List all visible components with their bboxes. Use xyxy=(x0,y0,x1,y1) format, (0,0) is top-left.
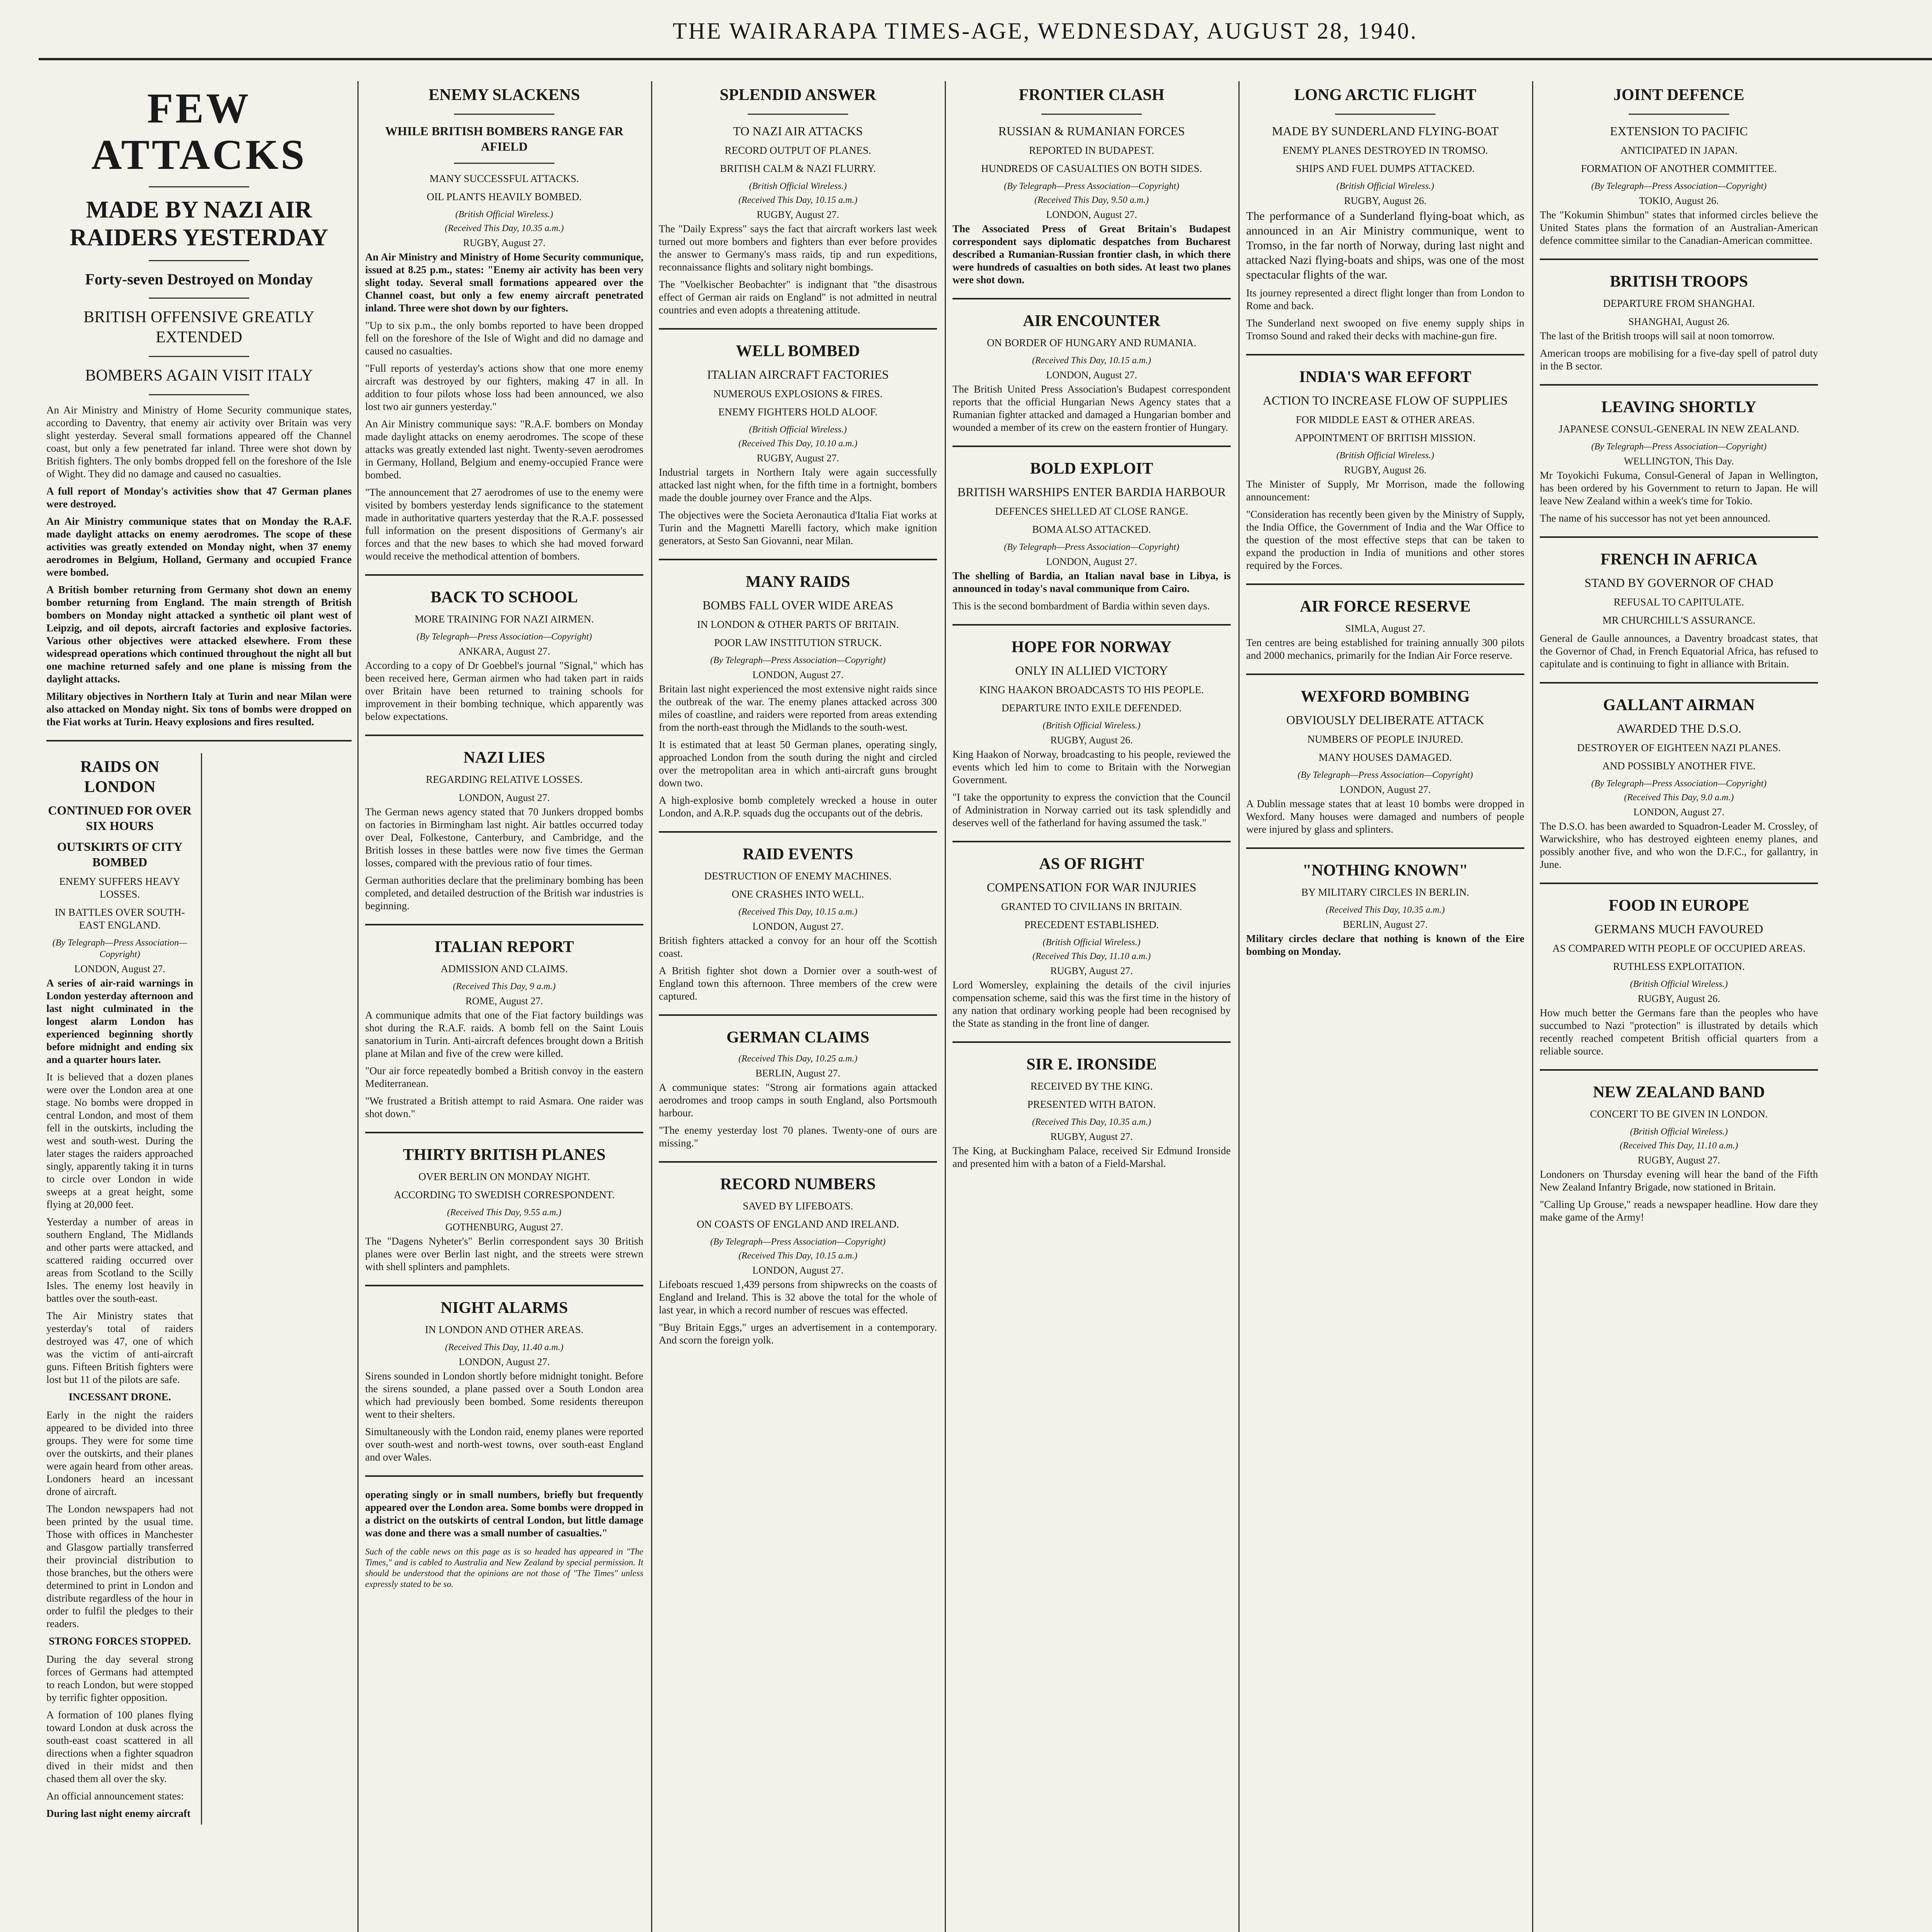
subheadline: GERMANS MUCH FAVOURED xyxy=(1594,922,1764,936)
subheadline: OVER BERLIN ON MONDAY NIGHT. xyxy=(418,1171,590,1182)
column-5 xyxy=(1246,81,1524,1932)
subheadline: RUSSIAN & RUMANIAN FORCES xyxy=(998,124,1185,138)
paragraph: Lord Womersley, explaining the details of the civil injuries compensation scheme, said this was the first time in the history of any nation that ordinary working people had been recognised by the State as standing in the front line of danger. xyxy=(952,979,1231,1029)
subheadline: WHILE BRITISH BOMBERS RANGE FAR AFIELD xyxy=(385,124,624,153)
received-line: (Received This Day, 11.40 a.m.) xyxy=(445,1342,564,1352)
paragraph: An Air Ministry communique says: "R.A.F. bombers on Monday made daylight attacks on enemy aerodromes. The scope of these attacks was greatly extended last night. Twenty-seven aerodromes in Germany, Holland, Belgium and enemy-occupied France were bombed. xyxy=(365,418,643,481)
subheadline: DEPARTURE INTO EXILE DEFENDED. xyxy=(1001,702,1182,714)
masthead-title: THE WAIRARAPA TIMES-AGE, WEDNESDAY, AUGUST 28, 1940. xyxy=(672,18,1418,44)
headline: RAIDS ON LONDON xyxy=(80,758,160,796)
paragraph: The performance of a Sunderland flying-boat which, as announced in an Air Ministry communique, went to Tromso, in the far north of Norway, during last night and attacked Nazi flying-boats and ships, was one of the most spectacular flights of the war. xyxy=(1246,209,1524,281)
received-line: (Received This Day, 10.35 a.m.) xyxy=(1032,1117,1151,1127)
subheadline: MANY SUCCESSFUL ATTACKS. xyxy=(429,173,579,184)
paragraph: German authorities declare that the preliminary bombing has been completed, and detailed destruction of the British war industries is beginning. xyxy=(365,874,643,912)
paragraph: Industrial targets in Northern Italy were again successfully attacked last night when, for the fifth time in a fortnight, bombers made the double journey over France and the Alps. xyxy=(659,466,937,503)
subheadline: MORE TRAINING FOR NAZI AIRMEN. xyxy=(415,613,594,625)
credit-line: (By Telegraph—Press Association—Copyright) xyxy=(710,655,886,665)
subheadline: SAVED BY LIFEBOATS. xyxy=(743,1200,853,1212)
credit-line: (By Telegraph—Press Association—Copyright) xyxy=(1591,779,1767,789)
received-line: (Received This Day, 10.15 a.m.) xyxy=(738,1251,857,1261)
subheadline: JAPANESE CONSUL-GENERAL IN NEW ZEALAND. xyxy=(1558,423,1799,435)
headline: NEW ZEALAND BAND xyxy=(1593,1083,1765,1101)
paragraph: "The enemy yesterday lost 70 planes. Twenty-one of ours are missing." xyxy=(659,1124,937,1149)
paragraph: "Our air force repeatedly bombed a British convoy in the eastern Mediterranean. xyxy=(365,1065,643,1089)
paragraph: "We frustrated a British attempt to raid Asmara. One raider was shot down." xyxy=(365,1095,643,1119)
subheadline: ANTICIPATED IN JAPAN. xyxy=(1620,145,1738,156)
column-divider xyxy=(945,81,946,1932)
paragraph: Military objectives in Northern Italy at Turin and near Milan were also attacked on Monday night. Six tons of bombs were dropped on the Fiat works at Turin. Heavy explosions and fires resulted. xyxy=(46,690,352,728)
paragraph: The objectives were the Societa Aeronautica d'Italia Fiat works at Turin and the Magnetti Marelli factory, which make ignition generators, at Sesto San Giovanni, near Milan. xyxy=(659,509,937,546)
headline: MANY RAIDS xyxy=(745,573,850,591)
dateline: RUGBY, August 26. xyxy=(1638,993,1720,1004)
subheadline: ON COASTS OF ENGLAND AND IRELAND. xyxy=(697,1218,899,1230)
subheadline: DESTROYER OF EIGHTEEN NAZI PLANES. xyxy=(1577,742,1781,753)
paragraph: A high-explosive bomb completely wrecked a house in outer London, and A.R.P. squads dug the occupants out of the debris. xyxy=(659,794,937,819)
subheadline: RECORD OUTPUT OF PLANES. xyxy=(724,145,871,156)
paragraph: A full report of Monday's activities show that 47 German planes were destroyed. xyxy=(46,485,352,510)
credit-line: (By Telegraph—Press Association—Copyright) xyxy=(417,632,592,642)
section-heading: INCESSANT DRONE. xyxy=(68,1391,171,1403)
dateline: RUGBY, August 27. xyxy=(757,209,839,220)
received-line: (Received This Day, 9.0 a.m.) xyxy=(1624,793,1734,803)
headline: AS OF RIGHT xyxy=(1039,855,1144,873)
headline: JOINT DEFENCE xyxy=(1613,86,1745,104)
paragraph: Lifeboats rescued 1,439 persons from shipwrecks on the coasts of England and Ireland. This is 32 above the total for the whole of last year, in which a record number of rescues was effected. xyxy=(659,1279,937,1316)
dateline: SHANGHAI, August 26. xyxy=(1628,316,1730,327)
subheadline: BRITISH WARSHIPS ENTER BARDIA HARBOUR xyxy=(957,485,1226,499)
subheadline: BRITISH CALM & NAZI FLURRY. xyxy=(720,163,876,174)
paragraph: During last night enemy aircraft xyxy=(46,1808,190,1819)
headline: NAZI LIES xyxy=(463,749,545,767)
paragraph: Ten centres are being established for training annually 300 pilots and 2000 mechanics, primarily for the Indian Air Force reserve. xyxy=(1246,637,1524,661)
subheadline: PRECEDENT ESTABLISHED. xyxy=(1024,919,1159,930)
subheadline: REPORTED IN BUDAPEST. xyxy=(1029,145,1155,156)
subheadline: REFUSAL TO CAPITULATE. xyxy=(1614,596,1744,608)
credit-line: (By Telegraph—Press Association—Copyright) xyxy=(1591,442,1767,452)
subheadline: NUMEROUS EXPLOSIONS & FIRES. xyxy=(713,388,883,400)
dateline: RUGBY, August 27. xyxy=(1050,1131,1133,1142)
dateline: LONDON, August 27. xyxy=(752,1265,844,1276)
subheadline: REGARDING RELATIVE LOSSES. xyxy=(426,774,583,785)
credit-line: (By Telegraph—Press Association—Copyright) xyxy=(710,1237,886,1247)
dateline: RUGBY, August 26. xyxy=(1344,464,1427,476)
paragraph: "I take the opportunity to express the conviction that the Council of Administration in Norway carried out its task splendidly and deserves well of the fatherland for having assumed the task." xyxy=(952,791,1231,828)
headline: MADE BY NAZI AIR RAIDERS YESTERDAY xyxy=(70,197,328,251)
paragraph: It is estimated that at least 50 German planes, operating singly, approached London from the south during the night and circled over the metropolitan area in which anti-aircraft guns brought down two. xyxy=(659,739,937,789)
column-divider xyxy=(357,81,359,1932)
received-line: (Received This Day, 10.15 a.m.) xyxy=(738,195,857,205)
dateline: LONDON, August 27. xyxy=(1046,369,1137,381)
paragraph: A formation of 100 planes flying toward London at dusk across the south-east coast scattered in all directions when a fighter squadron dived in their midst and then chased them all over the sky. xyxy=(46,1709,193,1784)
subheadline: Forty-seven Destroyed on Monday xyxy=(85,270,313,288)
headline: BRITISH TROOPS xyxy=(1610,273,1748,291)
subheadline: BOMBERS AGAIN VISIT ITALY xyxy=(85,367,313,384)
paragraph: "Buy Britain Eggs," urges an advertisement in a contemporary. And scorn the foreign yolk. xyxy=(659,1321,937,1346)
subheadline: MR CHURCHILL'S ASSURANCE. xyxy=(1602,614,1755,626)
received-line: (Received This Day, 11.10 a.m.) xyxy=(1619,1141,1738,1151)
paragraph: The Associated Press of Great Britain's Budapest correspondent says diplomatic despatches from Bucharest described a Rumanian-Russian frontier clash, in which there were hundreds of casualties on both sides. At least two planes were shot down. xyxy=(952,223,1231,286)
subheadline: BRITISH OFFENSIVE GREATLY EXTENDED xyxy=(83,308,315,346)
dateline: LONDON, August 27. xyxy=(752,921,844,932)
paragraph: Londoners on Thursday evening will hear the band of the Fifth New Zealand Infantry Brigade, now stationed in Britain. xyxy=(1540,1168,1818,1193)
credit-line: (British Official Wireless.) xyxy=(1336,181,1434,191)
paragraph: An Air Ministry and Ministry of Home Security communique, issued at 8.25 p.m., states: "Enemy air activity has been very slight today. Several small formations appeared over the Channel coast, but only a few enemy aircraft penetrated inland. Three were shot down by our fighters. xyxy=(365,251,643,314)
paragraph: Mr Toyokichi Fukuma, Consul-General of Japan in Wellington, has been ordered by his Government to return to Japan. He will leave New Zealand within a week's time for Tokio. xyxy=(1540,469,1818,507)
masthead-rule xyxy=(39,58,1932,60)
paragraph: Sirens sounded in London shortly before midnight tonight. Before the sirens sounded, a plane passed over a South London area which had previously been bombed. Some residents thereupon went to their shelters. xyxy=(365,1370,643,1420)
subheadline: BOMA ALSO ATTACKED. xyxy=(1032,524,1151,535)
column-6 xyxy=(1540,81,1818,1932)
credit-line: (By Telegraph—Press Association—Copyright) xyxy=(52,938,187,959)
headline: RECORD NUMBERS xyxy=(720,1175,876,1193)
subheadline: HUNDREDS OF CASUALTIES ON BOTH SIDES. xyxy=(981,163,1202,174)
subheadline: MADE BY SUNDERLAND FLYING-BOAT xyxy=(1272,124,1499,138)
dateline: TOKIO, August 26. xyxy=(1639,195,1719,206)
subheadline: ON BORDER OF HUNGARY AND RUMANIA. xyxy=(986,337,1197,349)
dateline: RUGBY, August 26. xyxy=(1050,735,1133,746)
subheadline: MANY HOUSES DAMAGED. xyxy=(1318,752,1452,763)
subheadline: CONTINUED FOR OVER SIX HOURS xyxy=(48,803,192,833)
paragraph: British fighters attacked a convoy for an hour off the Scottish coast. xyxy=(659,935,937,959)
column-divider xyxy=(1532,81,1533,1932)
received-line: (Received This Day, 10.10 a.m.) xyxy=(738,439,857,449)
received-line: (Received This Day, 9 a.m.) xyxy=(453,981,556,992)
paragraph: Military circles declare that nothing is known of the Eire bombing on Monday. xyxy=(1246,933,1524,957)
paragraph: A Dublin message states that at least 10 bombs were dropped in Wexford. Many houses were damaged and numbers of people were injured by glass and splinters. xyxy=(1246,798,1524,835)
dateline: GOTHENBURG, August 27. xyxy=(445,1221,563,1233)
received-line: (Received This Day, 10.15 a.m.) xyxy=(738,907,857,917)
paragraph: Early in the night the raiders appeared to be divided into three groups. They were for some time over the outskirts, and their planes were again heard from other areas. Londoners heard an incessant drone of aircraft. xyxy=(46,1409,193,1497)
credit-line: (British Official Wireless.) xyxy=(749,425,847,435)
dateline: RUGBY, August 27. xyxy=(757,452,839,464)
paragraph: A series of air-raid warnings in London yesterday afternoon and last night culminated in the longest alarm London has experienced beginning shortly before midnight and ending six and a quarter hours later. xyxy=(46,977,193,1065)
headline: LEAVING SHORTLY xyxy=(1601,398,1757,416)
paragraph: Britain last night experienced the most extensive night raids since the outbreak of the war. The enemy planes attacked across 300 miles of coastline, and raiders were reported from areas extending from the north-east through the Midlands to the south-west. xyxy=(659,683,937,733)
column-3 xyxy=(659,81,937,1932)
paragraph: The Air Ministry states that yesterday's total of raiders destroyed was 47, one of which was the victim of anti-aircraft guns. Fifteen British fighters were lost but 11 of the pilots are safe. xyxy=(46,1310,193,1385)
subheadline: POOR LAW INSTITUTION STRUCK. xyxy=(714,637,882,648)
headline: FOOD IN EUROPE xyxy=(1608,897,1749,915)
paragraph: An Air Ministry and Ministry of Home Security communique states, according to Daventry, that enemy air activity over Britain was very slight yesterday. Several small formations appeared off the Channel coast, but only a few penetrated far inland. Three were shot down by British fighters. The only bombs dropped fell on the foreshore of the Isle of Wight. They did no damage and caused no casualties. xyxy=(46,404,352,480)
received-line: (Received This Day, 9.55 a.m.) xyxy=(447,1208,561,1218)
column-4 xyxy=(952,81,1231,1932)
paragraph: An Air Ministry communique states that on Monday the R.A.F. made daylight attacks on enemy aerodromes. The scope of these activities was greatly extended on Monday night, when 37 enemy aerodromes in Belgium, Holland, Germany and occupied France were bombed. xyxy=(46,515,352,578)
dateline: LONDON, August 27. xyxy=(1633,806,1725,818)
headline: THIRTY BRITISH PLANES xyxy=(403,1146,606,1164)
subheadline: RECEIVED BY THE KING. xyxy=(1030,1080,1153,1092)
received-line: (Received This Day, 11.10 a.m.) xyxy=(1032,951,1151,961)
subheadline: TO NAZI AIR ATTACKS xyxy=(733,124,863,138)
dateline: SIMLA, August 27. xyxy=(1345,623,1425,634)
dateline: LONDON, August 27. xyxy=(74,963,165,975)
subheadline: DESTRUCTION OF ENEMY MACHINES. xyxy=(704,870,892,882)
subheadline: ENEMY FIGHTERS HOLD ALOOF. xyxy=(718,406,878,418)
headline: GALLANT AIRMAN xyxy=(1603,696,1755,714)
headline: BOLD EXPLOIT xyxy=(1030,460,1153,478)
paragraph: The "Voelkischer Beobachter" is indignant that "the disastrous effect of German air raids on England" is not admitted in neutral countries and even adopts a threatening attitude. xyxy=(659,279,937,316)
paragraph: The German news agency stated that 70 Junkers dropped bombs on factories in Birmingham last night. Air battles occurred today over Deal, Folkestone, Canterbury, and Cambridge, and the British losses in these battles were now five times the German losses, compared with the previous ratio of four times. xyxy=(365,806,643,869)
subheadline: IN LONDON & OTHER PARTS OF BRITAIN. xyxy=(697,619,899,630)
paragraph: The shelling of Bardia, an Italian naval base in Libya, is announced in today's naval communique from Cairo. xyxy=(952,570,1231,594)
subheadline: SHIPS AND FUEL DUMPS ATTACKED. xyxy=(1296,163,1475,174)
subheadline: CONCERT TO BE GIVEN IN LONDON. xyxy=(1590,1108,1768,1120)
paragraph: The British United Press Association's Budapest correspondent reports that the official Hungarian News Agency states that a Rumanian fighter attacked and damaged a Hungarian bomber and wounded a member of its crew on the eastern frontier of Hungary. xyxy=(952,383,1231,433)
credit-line: (By Telegraph—Press Association—Copyright) xyxy=(1004,181,1179,191)
subheadline: GRANTED TO CIVILIANS IN BRITAIN. xyxy=(1001,901,1182,912)
headline: "NOTHING KNOWN" xyxy=(1302,862,1468,879)
subheadline: DEFENCES SHELLED AT CLOSE RANGE. xyxy=(995,505,1188,517)
paragraph: A communique admits that one of the Fiat factory buildings was shot during the R.A.F. raids. A bomb fell on the Saint Louis sanatorium in Turin. Anti-aircraft defences brought down a British plane at Milan and five of the crew were killed. xyxy=(365,1009,643,1059)
headline: BACK TO SCHOOL xyxy=(430,588,578,606)
headline: FEW ATTACKS xyxy=(91,85,307,178)
dateline: BERLIN, August 27. xyxy=(1343,919,1428,930)
section-heading: STRONG FORCES STOPPED. xyxy=(49,1635,191,1647)
subheadline: OIL PLANTS HEAVILY BOMBED. xyxy=(427,191,582,202)
subheadline: ENEMY SUFFERS HEAVY LOSSES. xyxy=(59,876,180,900)
paragraph: The King, at Buckingham Palace, received Sir Edmund Ironside and presented him with a baton of a Field-Marshal. xyxy=(952,1145,1231,1169)
subheadline: BY MILITARY CIRCLES IN BERLIN. xyxy=(1301,886,1469,898)
subheadline: FOR MIDDLE EAST & OTHER AREAS. xyxy=(1296,414,1475,425)
credit-line: (British Official Wireless.) xyxy=(1043,721,1141,731)
paragraph: According to a copy of Dr Goebbel's journal "Signal," which has been received here, German airmen who had taken part in raids over Britain have been returned to training schools for improvement in their bombing technique, which apparently was below expectations. xyxy=(365,660,643,722)
subheadline: RUTHLESS EXPLOITATION. xyxy=(1613,961,1745,972)
paragraph: "The announcement that 27 aerodromes of use to the enemy were visited by bombers yesterday lends significance to the statement made in authoritative quarters yesterday that the R.A.F. possessed full information on the present dispositions of Germany's air forces and that the new bases to which she had moved forward would receive the methodical attention of bombers. xyxy=(365,486,643,562)
subheadline: STAND BY GOVERNOR OF CHAD xyxy=(1584,576,1774,590)
raids-story xyxy=(46,753,202,1825)
subheadline: IN LONDON AND OTHER AREAS. xyxy=(425,1324,584,1335)
credit-line: (British Official Wireless.) xyxy=(1043,937,1141,947)
paragraph: Simultaneously with the London raid, enemy planes were reported over south-west and north-west towns, over south-east England and over Wales. xyxy=(365,1426,643,1463)
paragraph: The D.S.O. has been awarded to Squadron-Leader M. Crossley, of Warwickshire, who has destroyed eighteen enemy planes, and possibly another five, and who won the D.F.C., for gallantry, in June. xyxy=(1540,820,1818,870)
paragraph: King Haakon of Norway, broadcasting to his people, reviewed the events which led him to come to Britain with the Norwegian Government. xyxy=(952,748,1231,786)
headline: AIR FORCE RESERVE xyxy=(1300,598,1471,616)
dateline: ANKARA, August 27. xyxy=(458,646,550,657)
headline: NIGHT ALARMS xyxy=(440,1299,568,1317)
headline: GERMAN CLAIMS xyxy=(726,1029,869,1046)
dateline: ROME, August 27. xyxy=(465,995,543,1007)
subheadline: AWARDED THE D.S.O. xyxy=(1616,721,1742,735)
paragraph: It is believed that a dozen planes were over the London area at one stage. No bombs were dropped in central London, and most of them fell in the outskirts, including the west and south-west. During the later stages the raiders approached singly, apparently taking it in turns to circle over London in wide sweeps at a great height, some flying at 20,000 feet. xyxy=(46,1071,193,1210)
subheadline: OBVIOUSLY DELIBERATE ATTACK xyxy=(1286,713,1485,727)
credit-line: (British Official Wireless.) xyxy=(749,181,847,191)
headline: SIR E. IRONSIDE xyxy=(1026,1056,1157,1073)
subheadline: NUMBERS OF PEOPLE INJURED. xyxy=(1307,733,1463,745)
dateline: LONDON, August 27. xyxy=(752,669,844,680)
boxed-paragraph: operating singly or in small numbers, briefly but frequently appeared over the London area. Some bombs were dropped in a district on the outskirts of central London, but little damage was done and there was a small number of casualties." xyxy=(365,1489,643,1539)
subheadline: COMPENSATION FOR WAR INJURIES xyxy=(986,880,1197,894)
column-1 xyxy=(46,81,352,1932)
headline: FRONTIER CLASH xyxy=(1019,86,1165,104)
cable-notice: Such of the cable news on this page as is so headed has appeared in "The Times," and is cabled to Australia and New Zealand by special permission. It should be understood that the opinions are not those of "The Times" unless expressly stated to be so. xyxy=(365,1547,643,1589)
dateline: LONDON, August 27. xyxy=(1046,209,1137,220)
credit-line: (By Telegraph—Press Association—Copyright) xyxy=(1298,770,1473,780)
paragraph: General de Gaulle announces, a Daventry broadcast states, that the Governor of Chad, in French Equatorial Africa, has refused to capitulate and is continuing to fight in alliance with Britain. xyxy=(1540,633,1818,670)
paragraph: The "Kokumin Shimbun" states that informed circles believe the United States plans the formation of an Australian-American defence committee similar to the Canadian-American committee. xyxy=(1540,209,1818,246)
paragraph: The Sunderland next swooped on five enemy supply ships in Tromso Sound and raked their decks with machine-gun fire. xyxy=(1246,317,1524,342)
credit-line: (By Telegraph—Press Association—Copyright) xyxy=(1004,542,1179,552)
column-divider xyxy=(1238,81,1240,1932)
dateline: BERLIN, August 27. xyxy=(755,1068,840,1079)
paragraph: The Minister of Supply, Mr Morrison, made the following announcement: xyxy=(1246,478,1524,503)
credit-line: (British Official Wireless.) xyxy=(1630,1127,1728,1137)
paragraph: "Up to six p.m., the only bombs reported to have been dropped fell on the foreshore of the Isle of Wight and did no damage and caused no casualties. xyxy=(365,320,643,357)
credit-line: (By Telegraph—Press Association—Copyright) xyxy=(1591,181,1767,191)
paragraph: A British fighter shot down a Dornier over a south-west of England town this afternoon. Three members of the crew were captured. xyxy=(659,965,937,1002)
dateline: RUGBY, August 27. xyxy=(1050,965,1133,976)
paragraph: Yesterday a number of areas in southern England, The Midlands and other parts were attacked, and scattered raiding occurred over areas from Scotland to the Scilly Isles. The enemy lost heavily in battles over the south-east. xyxy=(46,1216,193,1304)
dateline: RUGBY, August 27. xyxy=(1638,1155,1720,1166)
subheadline: EXTENSION TO PACIFIC xyxy=(1610,124,1748,138)
paragraph: "Full reports of yesterday's actions show that one more enemy aircraft was destroyed by our fighters, making 47 in all. In addition to four pilots whose loss had been announced, we also lost two air gunners yesterday." xyxy=(365,362,643,412)
received-line: (Received This Day, 10.15 a.m.) xyxy=(1032,355,1151,366)
headline: ENEMY SLACKENS xyxy=(429,86,580,104)
subheadline: ADMISSION AND CLAIMS. xyxy=(440,963,568,975)
paragraph: During the day several strong forces of Germans had attempted to reach London, but were stopped by terrific fighter opposition. xyxy=(46,1653,193,1703)
subheadline: AS COMPARED WITH PEOPLE OF OCCUPIED AREAS. xyxy=(1552,942,1806,954)
paragraph: The name of his successor has not yet been announced. xyxy=(1540,512,1770,524)
headline: SPLENDID ANSWER xyxy=(719,86,876,104)
headline: HOPE FOR NORWAY xyxy=(1011,638,1172,656)
headline: INDIA'S WAR EFFORT xyxy=(1299,368,1471,386)
subheadline: IN BATTLES OVER SOUTH-EAST ENGLAND. xyxy=(54,906,185,931)
received-line: (Received This Day, 10.35 a.m.) xyxy=(445,223,564,233)
headline: RAID EVENTS xyxy=(743,845,853,863)
paragraph: The "Dagens Nyheter's" Berlin correspondent says 30 British planes were over Berlin last night, and the streets were strewn with shell splinters and pamphlets. xyxy=(365,1235,643,1272)
column-2 xyxy=(365,81,643,1932)
headline: ITALIAN REPORT xyxy=(434,938,574,956)
received-line: (Received This Day, 10.25 a.m.) xyxy=(738,1054,857,1064)
dateline: LONDON, August 27. xyxy=(1340,784,1431,795)
subheadline: ITALIAN AIRCRAFT FACTORIES xyxy=(707,367,889,381)
column-divider xyxy=(651,81,652,1932)
paragraph: An official announcement states: xyxy=(46,1790,184,1802)
paragraph: The "Daily Express" says the fact that aircraft workers last week turned out more bombers and fighters than ever before provides the answer to Germany's mass raids, tip and run expeditions, reconnaissance flights and solitary night bombings. xyxy=(659,223,937,273)
headline: WEXFORD BOMBING xyxy=(1301,688,1470,706)
headline: FRENCH IN AFRICA xyxy=(1600,551,1757,568)
paragraph: Its journey represented a direct flight longer than from London to Rome and back. xyxy=(1246,287,1524,311)
subheadline: PRESENTED WITH BATON. xyxy=(1027,1099,1156,1110)
paragraph: The last of the British troops will sail at noon tomorrow. xyxy=(1540,330,1775,342)
masthead xyxy=(50,8,1932,54)
dateline: RUGBY, August 27. xyxy=(463,237,546,248)
headline: LONG ARCTIC FLIGHT xyxy=(1294,86,1476,104)
dateline: LONDON, August 27. xyxy=(459,792,550,803)
paragraph: "Consideration has recently been given by the Ministry of Supply, the India Office, the Government of India and the War Office to the question of the most effective steps that can be taken to expand the production in India of munitions and other stores required by the Forces. xyxy=(1246,509,1524,571)
dateline: WELLINGTON, This Day. xyxy=(1624,456,1734,467)
subheadline: ACCORDING TO SWEDISH CORRESPONDENT. xyxy=(394,1189,615,1201)
subheadline: DEPARTURE FROM SHANGHAI. xyxy=(1603,298,1755,309)
dateline: RUGBY, August 26. xyxy=(1344,195,1427,206)
credit-line: (British Official Wireless.) xyxy=(1336,451,1434,461)
credit-line: (British Official Wireless.) xyxy=(1630,979,1728,989)
paragraph: "Calling Up Grouse," reads a newspaper headline. How dare they make game of the Army! xyxy=(1540,1199,1818,1223)
subheadline: AND POSSIBLY ANOTHER FIVE. xyxy=(1602,760,1756,772)
subheadline: ENEMY PLANES DESTROYED IN TROMSO. xyxy=(1282,145,1488,156)
subheadline: ONLY IN ALLIED VICTORY xyxy=(1015,663,1168,677)
subheadline: FORMATION OF ANOTHER COMMITTEE. xyxy=(1581,163,1777,174)
subheadline: OUTSKIRTS OF CITY BOMBED xyxy=(57,840,183,869)
credit-line: (British Official Wireless.) xyxy=(455,209,553,219)
dateline: LONDON, August 27. xyxy=(1046,556,1137,567)
received-line: (Received This Day, 10.35 a.m.) xyxy=(1326,905,1445,915)
headline: WELL BOMBED xyxy=(736,342,860,360)
paragraph: This is the second bombardment of Bardia within seven days. xyxy=(952,600,1210,612)
subheadline: APPOINTMENT OF BRITISH MISSION. xyxy=(1295,432,1476,444)
paragraph: American troops are mobilising for a five-day spell of patrol duty in the B sector. xyxy=(1540,347,1818,372)
subheadline: ACTION TO INCREASE FLOW OF SUPPLIES xyxy=(1263,393,1508,407)
dateline: LONDON, August 27. xyxy=(459,1356,550,1367)
paragraph: The London newspapers had not been printed by the usual time. Those with offices in Manchester and Glasgow partially transferred their provincial distribution to those branches, but the others were determined to print in London and distribute regardless of the hour in order to fulfil the pledges to their readers. xyxy=(46,1503,193,1629)
received-line: (Received This Day, 9.50 a.m.) xyxy=(1034,195,1149,205)
subheadline: KING HAAKON BROADCASTS TO HIS PEOPLE. xyxy=(979,684,1204,696)
subheadline: BOMBS FALL OVER WIDE AREAS xyxy=(702,598,893,612)
paragraph: A British bomber returning from Germany shot down an enemy bomber returning from England. The main strength of British bombers on Monday night attacked a synthetic oil plant west of Leipzig, and oil depots, aircraft factories and explosive factories. Various other objectives were attacked elsewhere. From these widespread operations which continued throughout the night all but one machine returned safely and one plane is missing from the daylight attacks. xyxy=(46,584,352,685)
paragraph: How much better the Germans fare than the peoples who have succumbed to Nazi "protection" is illustrated by details which recently reached competent British official quarters from a reliable source. xyxy=(1540,1007,1818,1057)
paragraph: A communique states: "Strong air formations again attacked aerodromes and troop camps in south England, also Portsmouth harbour. xyxy=(659,1082,937,1119)
subheadline: ONE CRASHES INTO WELL. xyxy=(731,888,864,900)
headline: AIR ENCOUNTER xyxy=(1023,312,1160,330)
